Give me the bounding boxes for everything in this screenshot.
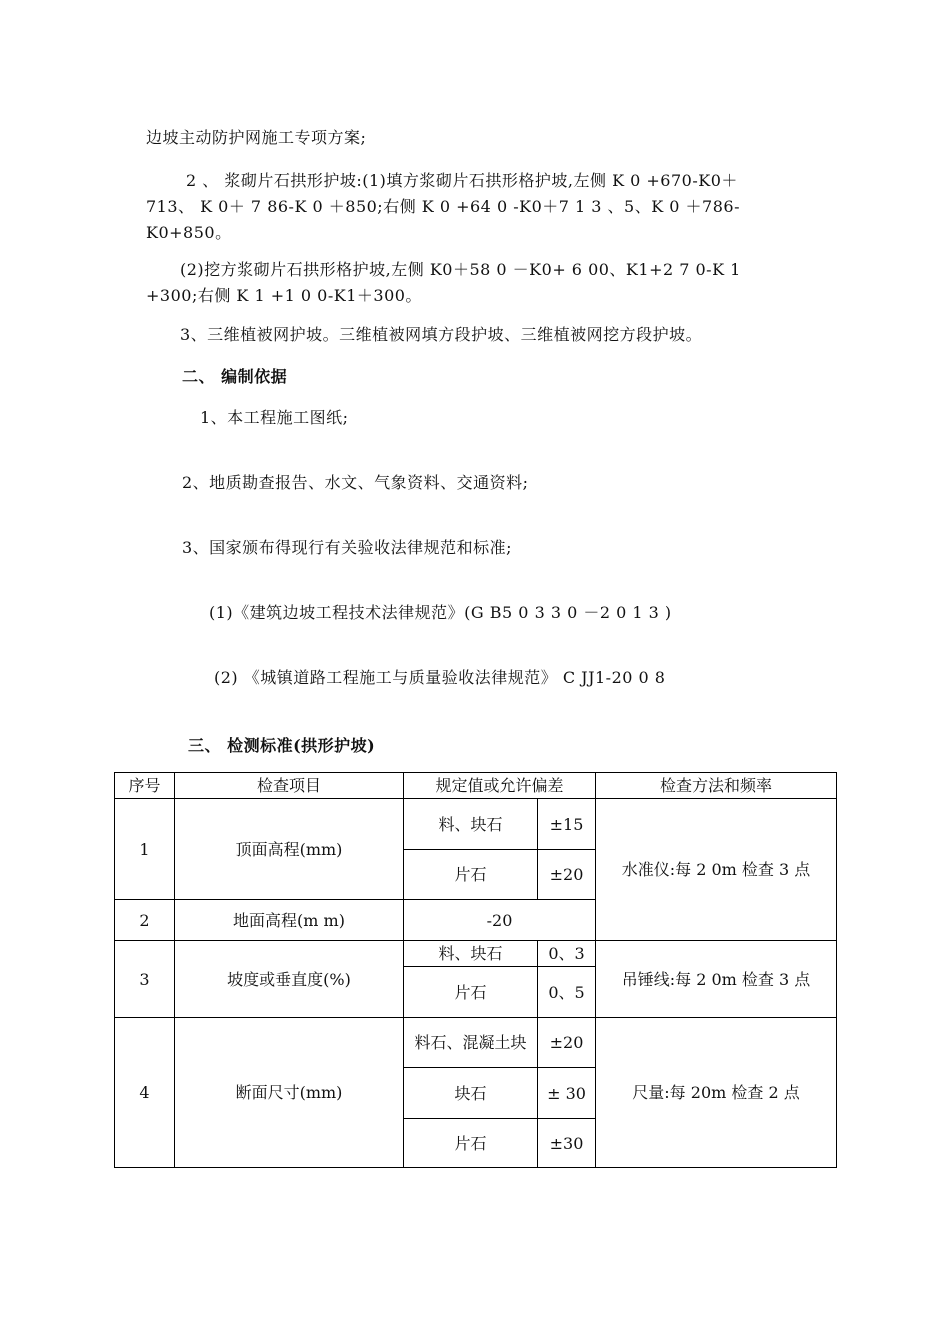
- paragraph-3d-net: 3、三维植被网护坡。三维植被网填方段护坡、三维植被网挖方段护坡。: [180, 325, 703, 344]
- basis-item: 3、国家颁布得现行有关验收法律规范和标准;: [182, 538, 513, 557]
- paragraph-masonry-slope: [146, 170, 740, 244]
- sub-cell: 片石: [404, 967, 538, 1018]
- table-header-row: [115, 773, 837, 799]
- header-cell: 序号: [115, 773, 175, 799]
- sub-cell: 料、块石: [404, 799, 538, 850]
- no-cell: 2: [115, 900, 175, 941]
- value-cell: ±30: [538, 1119, 596, 1168]
- method-cell: 吊锤线:每 2 0m 检查 3 点: [596, 941, 837, 1018]
- paragraph-scheme: 边坡主动防护网施工专项方案;: [146, 128, 367, 147]
- item-cell: 顶面高程(mm): [175, 799, 404, 900]
- sub-cell: 片石: [404, 850, 538, 900]
- item-cell: 坡度或垂直度(%): [175, 941, 404, 1018]
- line: 2 、 浆砌片石拱形护坡:(1)填方浆砌片石拱形格护坡,左侧 K 0 +670-K0＋: [186, 171, 738, 190]
- value-cell: -20: [404, 900, 596, 941]
- sub-cell: 块石: [404, 1068, 538, 1119]
- basis-item: (2) 《城镇道路工程施工与质量验收法律规范》 C JJ1-20 0 8: [214, 668, 666, 687]
- line: (2)挖方浆砌片石拱形格护坡,左侧 K0＋58 0 －K0+ 6 00、K1+2 7 0-K 1: [180, 260, 741, 279]
- line: +300;右侧 K 1 +1 0 0-K1＋300。: [146, 286, 422, 305]
- line: K0+850。: [146, 223, 232, 242]
- inspection-table: [114, 772, 837, 1168]
- sub-cell: 片石: [404, 1119, 538, 1168]
- section2-heading: 二、 编制依据: [182, 367, 288, 386]
- value-cell: ± 30: [538, 1068, 596, 1119]
- header-cell: 检查项目: [175, 773, 404, 799]
- header-cell: 检查方法和频率: [596, 773, 837, 799]
- item-cell: 地面高程(m m): [175, 900, 404, 941]
- no-cell: 4: [115, 1018, 175, 1168]
- line: 713、 K 0＋ 7 86-K 0 ＋850;右侧 K 0 +64 0 -K0＋7 1 3 、5、K 0 ＋786-: [146, 197, 740, 216]
- header-cell: 规定值或允许偏差: [404, 773, 596, 799]
- value-cell: ±20: [538, 850, 596, 900]
- table-row: [115, 799, 837, 850]
- table-row: [115, 941, 837, 967]
- table-row: [115, 1018, 837, 1068]
- method-cell: 水准仪:每 2 0m 检查 3 点: [596, 799, 837, 941]
- method-cell: 尺量:每 20m 检查 2 点: [596, 1018, 837, 1168]
- value-cell: ±15: [538, 799, 596, 850]
- no-cell: 3: [115, 941, 175, 1018]
- value-cell: 0、3: [538, 941, 596, 967]
- value-cell: ±20: [538, 1018, 596, 1068]
- sub-cell: 料石、混凝土块: [404, 1018, 538, 1068]
- sub-cell: 料、块石: [404, 941, 538, 967]
- value-cell: 0、5: [538, 967, 596, 1018]
- basis-item: 1、本工程施工图纸;: [200, 408, 349, 427]
- no-cell: 1: [115, 799, 175, 900]
- basis-item: 2、地质勘查报告、水文、气象资料、交通资料;: [182, 473, 529, 492]
- item-cell: 断面尺寸(mm): [175, 1018, 404, 1168]
- basis-item: (1)《建筑边坡工程技术法律规范》(G B5 0 3 3 0 －2 0 1 3 ): [209, 603, 672, 622]
- section3-heading: 三、 检测标准(拱形护坡): [188, 736, 376, 755]
- paragraph-cut-slope: [146, 259, 741, 307]
